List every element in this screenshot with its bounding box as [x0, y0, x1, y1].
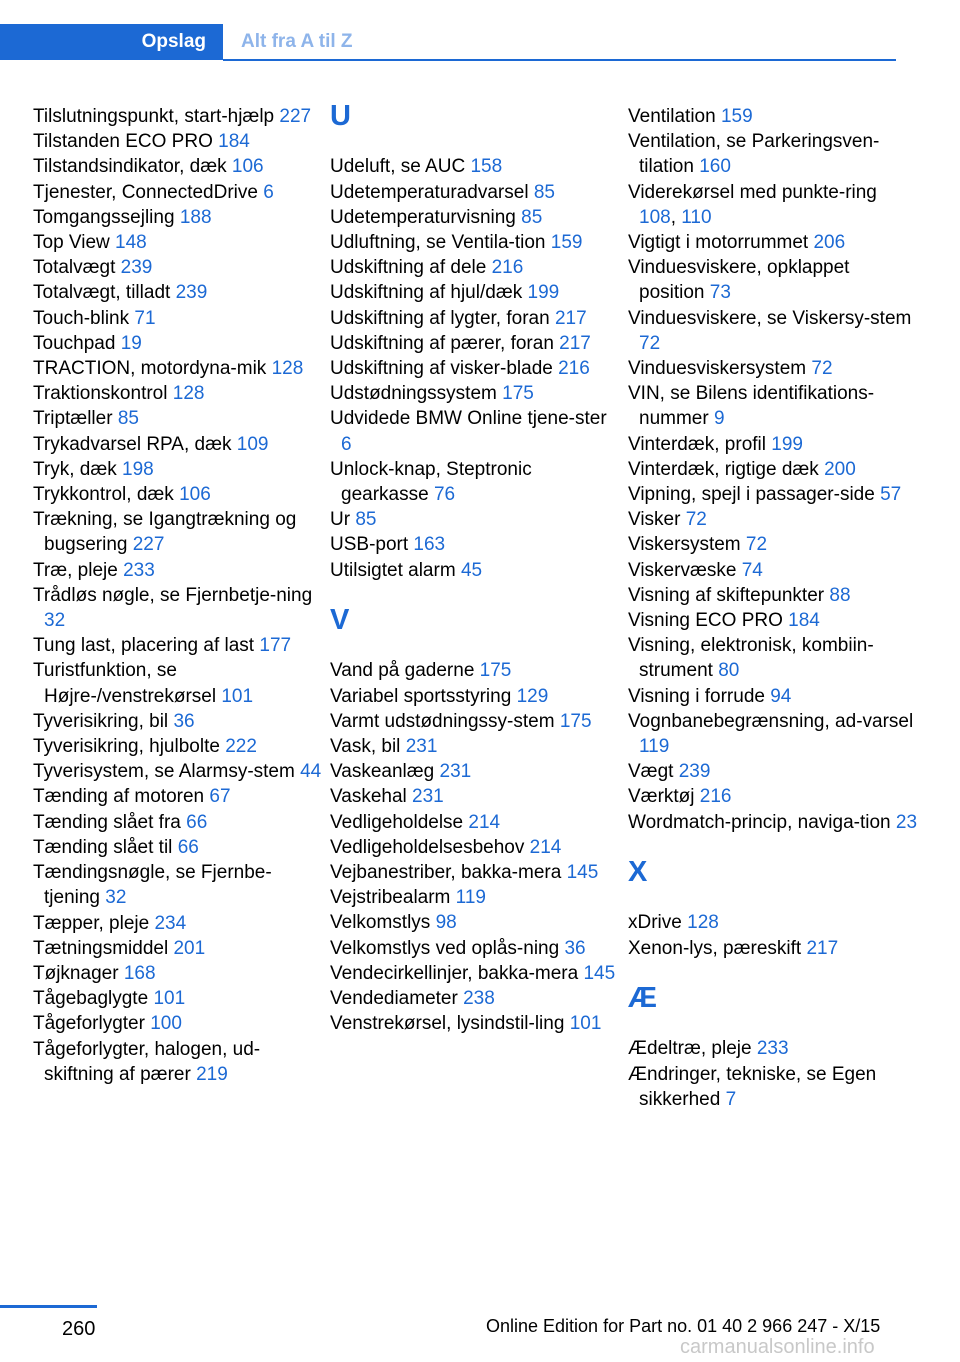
index-entry	[330, 961, 620, 986]
index-entry-term: Vægt	[628, 761, 674, 783]
page-reference-link[interactable]: 158	[470, 156, 503, 178]
index-entry	[330, 306, 620, 331]
index-entry-term: Tyverisikring, hjulbolte	[33, 736, 220, 758]
index-entry	[628, 104, 918, 129]
index-entry	[330, 759, 620, 784]
page-reference-link[interactable]: 32	[44, 610, 66, 632]
index-entry-term: Touch-blink	[33, 307, 130, 329]
page-reference-link[interactable]: 217	[554, 307, 587, 329]
page-reference-link[interactable]: 9	[713, 408, 725, 430]
page-reference-link[interactable]: 198	[122, 458, 154, 480]
index-entry-term: Ur	[330, 509, 351, 531]
index-entry-term: xDrive	[628, 912, 682, 934]
index-entry-term: Udvidede BMW Online tjene-ster	[330, 408, 607, 430]
header-tabbar	[0, 24, 896, 60]
index-entry-term: Visning i forrude	[628, 685, 765, 707]
index-entry	[330, 910, 620, 935]
page-reference-link[interactable]: 160	[699, 156, 731, 178]
index-entry	[33, 507, 323, 557]
index-entry-term: Totalvægt	[33, 257, 116, 279]
index-letter-heading: X	[628, 856, 648, 889]
index-entry-term: TRACTION, motordyna-mik	[33, 358, 267, 380]
index-entry-term: Vejbanestriber, bakka-mera	[330, 862, 562, 884]
page-reference-link[interactable]: 188	[179, 206, 212, 228]
index-entry-term: Vedligeholdelse	[330, 811, 464, 833]
index-entry-term: VIN, se Bilens identifikations-nummer	[628, 383, 875, 430]
page-reference-link[interactable]: 80	[718, 660, 740, 682]
index-entry-term: Vejstribealarm	[330, 887, 451, 909]
page-reference-link[interactable]: 128	[687, 912, 719, 934]
index-entry-term: Velkomstlys	[330, 912, 431, 934]
page-reference-link[interactable]: 227	[132, 534, 165, 556]
page-reference-link[interactable]: 199	[527, 282, 560, 304]
page-reference-link[interactable]: 227	[279, 106, 312, 127]
index-entry	[33, 432, 323, 457]
page-reference-link[interactable]: 100	[150, 1013, 182, 1035]
index-entry	[330, 684, 620, 709]
index-entry-term: Vigtigt i motorrummet	[628, 232, 809, 254]
page-reference-link[interactable]: 219	[196, 1063, 228, 1085]
index-entry-term: USB-port	[330, 534, 409, 556]
index-entry	[33, 255, 323, 280]
index-entry	[33, 583, 323, 633]
page-reference-link[interactable]: 239	[678, 761, 711, 783]
page-reference-link[interactable]: 222	[225, 736, 257, 758]
page-reference-link[interactable]: 85	[533, 181, 555, 203]
index-entry	[628, 507, 918, 532]
index-entry	[33, 180, 323, 205]
index-entry-term: Udstødningssystem	[330, 383, 497, 405]
page-reference-link[interactable]: 32	[105, 887, 127, 909]
index-entry-term: Trykkontrol, dæk	[33, 484, 174, 506]
page-reference-link[interactable]: 159	[550, 232, 583, 253]
page-reference-link[interactable]: 177	[259, 635, 292, 657]
index-entry-term: Tyverisikring, bil	[33, 710, 169, 732]
index-entry-term: Viskervæske	[628, 559, 737, 581]
page-reference-link[interactable]: 216	[491, 257, 524, 279]
index-entry	[330, 986, 620, 1011]
page-reference-link[interactable]: 119	[639, 736, 670, 758]
index-entry-term: Ændringer, tekniske, se Egen sikkerhed	[628, 1063, 877, 1110]
index-entry	[33, 911, 323, 936]
index-entry	[330, 709, 620, 734]
index-entry	[628, 684, 918, 709]
page-reference-link[interactable]: 85	[355, 509, 377, 531]
index-entry	[33, 986, 323, 1011]
page-reference-link[interactable]: 128	[271, 358, 304, 380]
page-reference-link[interactable]: 239	[175, 282, 208, 304]
index-column-2	[330, 100, 620, 1036]
index-entry	[628, 306, 918, 356]
page-reference-link[interactable]: 85	[521, 206, 543, 228]
index-entry	[33, 961, 323, 986]
index-entry-term: Udskiftning af hjul/dæk	[330, 282, 523, 304]
index-entry-term: Visning af skiftepunkter	[628, 584, 825, 606]
index-entry-term: Venstrekørsel, lysindstil-ling	[330, 1013, 565, 1035]
page-reference-link[interactable]: 184	[788, 610, 820, 632]
edition-text: Online Edition for Part no. 01 40 2 966 247 - X/15	[486, 1316, 881, 1336]
index-entry-term: Tilstandsindikator, dæk	[33, 156, 227, 178]
index-entry-term: Tung last, placering af last	[33, 635, 255, 657]
page-reference-link[interactable]: 73	[709, 282, 731, 304]
index-entry-term: Vendecirkellinjer, bakka-mera	[330, 962, 579, 984]
index-entry: Viderekørsel med punkte-ring 108, 110	[628, 181, 877, 228]
index-entry	[33, 709, 323, 734]
page-reference-link[interactable]: 234	[154, 912, 187, 934]
page-reference-link[interactable]: 66	[186, 811, 208, 833]
index-entry-term: Vinduesviskersystem	[628, 358, 807, 380]
index-entry	[330, 936, 620, 961]
index-entry-term: Tændingsnøgle, se Fjernbe-tjening	[33, 862, 272, 909]
index-entry	[33, 129, 323, 154]
page-reference-link[interactable]: 74	[741, 559, 763, 581]
index-entry-term: Turistfunktion, se Højre-/venstrekørsel	[33, 660, 217, 707]
index-entry-term: Traktionskontrol	[33, 383, 168, 405]
index-entry-term: Udeluft, se AUC	[330, 156, 466, 178]
index-entry	[628, 482, 918, 507]
index-entry	[33, 482, 323, 507]
index-entry-term: Totalvægt, tilladt	[33, 282, 171, 304]
index-entry	[628, 356, 918, 381]
index-entry-term: Tågeforlygter, halogen, ud-skiftning af pærer	[33, 1038, 261, 1085]
index-entry	[628, 558, 918, 583]
page-reference-link[interactable]: 217	[559, 332, 591, 354]
index-entry	[330, 406, 620, 456]
page-reference-link[interactable]: 231	[439, 761, 472, 783]
index-entry	[33, 457, 323, 482]
index-entry	[330, 658, 620, 683]
index-entry-term: Variabel sportsstyring	[330, 685, 512, 707]
index-entry-term: Tætningsmiddel	[33, 937, 169, 959]
index-entry-term: Udskiftning af pærer, foran	[330, 332, 554, 354]
index-entry	[330, 1011, 620, 1036]
page-reference-link[interactable]: 148	[115, 232, 147, 254]
index-entry	[330, 734, 620, 759]
page-reference-link[interactable]: 7	[725, 1088, 737, 1110]
index-entry	[628, 381, 918, 431]
index-entry	[33, 658, 323, 708]
index-entry	[330, 784, 620, 809]
watermark: carmanualsonline.info	[680, 1336, 875, 1358]
page-reference-link[interactable]: 101	[153, 988, 186, 1010]
index-entry-term: Vinterdæk, profil	[628, 433, 766, 455]
index-entry-term: Tænding slået til	[33, 836, 173, 858]
index-entry-term: Varmt udstødningssy-stem	[330, 710, 555, 732]
index-entry	[330, 835, 620, 860]
page-reference-link[interactable]: 101	[221, 685, 254, 707]
index-entry	[628, 129, 918, 179]
index-entry	[330, 180, 620, 205]
index-entry-term: Tryk, dæk	[33, 458, 117, 480]
index-entry-term: Tilslutningspunkt, start-hjælp	[33, 106, 275, 127]
index-entry	[33, 734, 323, 759]
index-entry-term: Wordmatch-princip, naviga-tion	[628, 811, 891, 833]
index-entry	[33, 280, 323, 305]
index-entry	[33, 205, 323, 230]
letter-gap	[330, 583, 620, 608]
index-entry	[330, 507, 620, 532]
index-entry-term: Værktøj	[628, 786, 695, 808]
index-entry-term: Viskersystem	[628, 534, 741, 556]
index-entry-term: Vask, bil	[330, 736, 401, 758]
page-reference-link[interactable]: 72	[745, 534, 768, 556]
footer-accent-bar	[0, 1305, 97, 1308]
index-entry	[330, 885, 620, 910]
index-entry-term: Tågeforlygter	[33, 1013, 145, 1035]
index-entry	[628, 532, 918, 557]
index-entry-term: Vinterdæk, rigtige dæk	[628, 458, 819, 480]
index-entry-term: Ventilation, se Parkeringsven-tilation	[628, 131, 880, 178]
index-entry	[330, 154, 620, 179]
page-reference-link[interactable]: 231	[412, 786, 444, 808]
index-entry-term: Velkomstlys ved oplås-ning	[330, 937, 560, 959]
page-reference-link[interactable]: 145	[566, 862, 599, 884]
index-entry-term: Tøjknager	[33, 962, 119, 984]
index-entry-term: Trækning, se Igangtrækning og bugsering	[33, 509, 297, 556]
index-entry	[628, 633, 918, 683]
index-entry-term: Vedligeholdelsesbehov	[330, 836, 525, 858]
index-letter-heading: V	[330, 604, 350, 637]
index-entry-term: Vognbanebegrænsning, ad-varsel	[628, 710, 914, 732]
index-entry	[628, 784, 918, 809]
index-entry	[33, 835, 323, 860]
index-entry-term: Vinduesviskere, opklappet position	[628, 257, 850, 304]
index-entry	[33, 633, 323, 658]
index-entry	[628, 810, 918, 835]
index-entry	[628, 759, 918, 784]
letter-gap	[628, 835, 918, 860]
page-reference-link[interactable]: 175	[479, 660, 512, 682]
page-reference-link[interactable]: 214	[468, 811, 501, 833]
page-reference-link[interactable]: 72	[639, 332, 661, 354]
index-entry	[33, 1037, 323, 1087]
index-entry-term: Viderekørsel med punkte-ring	[628, 181, 877, 203]
page-reference-link[interactable]: 19	[120, 332, 142, 354]
index-entry-term: Udetemperaturvisning	[330, 206, 516, 228]
index-entry-term: Vinduesviskere, se Viskersy-stem	[628, 307, 912, 329]
page-reference-link[interactable]: 217	[806, 937, 839, 959]
page-reference-link[interactable]: 66	[177, 836, 199, 858]
index-entry-term: Tæpper, pleje	[33, 912, 150, 934]
index-letter-heading: Æ	[628, 982, 657, 1015]
index-entry	[33, 356, 323, 381]
index-entry-term: Triptæller	[33, 408, 113, 430]
index-entry-term: Trådløs nøgle, se Fjernbetje-ning	[33, 584, 313, 606]
index-entry	[33, 104, 323, 129]
index-entry	[330, 331, 620, 356]
page-reference-link[interactable]: 175	[559, 710, 592, 732]
page-reference-link[interactable]: 67	[209, 786, 231, 808]
page-reference-link[interactable]: 98	[435, 912, 457, 934]
index-entry	[33, 759, 323, 784]
page-reference-link[interactable]: 163	[413, 534, 446, 556]
page-reference-link[interactable]: 239	[120, 257, 153, 279]
index-entry-term: Vaskeanlæg	[330, 761, 435, 783]
index-column-3	[628, 104, 918, 1112]
page-reference-link[interactable]: 206	[813, 232, 846, 254]
index-entry	[33, 860, 323, 910]
index-entry	[33, 406, 323, 431]
page-reference-link[interactable]: 72	[811, 358, 833, 380]
page-reference-link[interactable]: 76	[433, 484, 456, 506]
page-reference-link[interactable]: 233	[123, 559, 155, 581]
header-rule	[223, 59, 896, 61]
page-reference-link[interactable]: 233	[756, 1038, 789, 1060]
index-entry-term: Tilstanden ECO PRO	[33, 131, 213, 153]
page-reference-link[interactable]: 45	[460, 559, 483, 581]
index-entry-term: Tomgangssejling	[33, 206, 175, 228]
index-entry-term: Ædeltræ, pleje	[628, 1038, 752, 1060]
index-entry	[628, 936, 918, 961]
index-entry	[330, 280, 620, 305]
index-entry-term: Udskiftning af dele	[330, 257, 487, 279]
page-reference-link[interactable]: 119	[455, 887, 486, 909]
index-entry	[330, 356, 620, 381]
index-entry	[628, 457, 918, 482]
index-entry	[330, 532, 620, 557]
page-reference-link[interactable]: 199	[771, 433, 803, 455]
page-reference-link[interactable]: 36	[564, 937, 586, 959]
index-entry	[628, 432, 918, 457]
index-entry-term: Xenon-lys, pæreskift	[628, 937, 802, 959]
page-reference-link[interactable]: 108	[639, 206, 671, 228]
index-entry	[628, 1062, 918, 1112]
page-reference-link[interactable]: 6	[263, 181, 274, 203]
page-reference-link[interactable]: 44	[300, 761, 322, 783]
index-entry	[33, 810, 323, 835]
index-letter-heading: U	[330, 100, 351, 132]
index-entry	[33, 381, 323, 406]
index-entry-term: Udskiftning af lygter, foran	[330, 307, 550, 329]
index-entry-term: Tågebaglygte	[33, 988, 149, 1010]
index-entry	[330, 860, 620, 885]
index-entry	[628, 910, 918, 935]
page-reference-link[interactable]: 184	[218, 131, 250, 153]
index-column-1	[33, 104, 323, 1087]
index-entry-term: Visker	[628, 509, 681, 531]
page-reference-link[interactable]: 110	[681, 206, 712, 228]
page-reference-link[interactable]: 129	[516, 685, 549, 707]
index-entry	[628, 1036, 918, 1061]
tab-alt-fra-a-til-z[interactable]: Alt fra A til Z	[241, 31, 353, 52]
index-entry	[330, 558, 620, 583]
index-entry	[33, 306, 323, 331]
page-reference-link[interactable]: 106	[179, 484, 211, 506]
index-entry-term: Ventilation	[628, 106, 716, 127]
index-entry	[33, 154, 323, 179]
index-entry	[628, 255, 918, 305]
index-entry-term: Visning ECO PRO	[628, 610, 783, 632]
index-entry-term: Vand på gaderne	[330, 660, 475, 682]
page-reference-link[interactable]: 159	[720, 106, 753, 127]
index-entry-term: Udskiftning af visker-blade	[330, 358, 553, 380]
page-reference-link[interactable]: 216	[558, 358, 590, 380]
page-reference-link[interactable]: 88	[829, 584, 851, 606]
page-reference-link[interactable]: 72	[685, 509, 707, 531]
page-reference-link[interactable]: 106	[231, 156, 264, 178]
index-entry-term: Udetemperaturadvarsel	[330, 181, 529, 203]
page-reference-link[interactable]: 71	[134, 307, 156, 329]
page-reference-link[interactable]: 128	[172, 383, 205, 405]
page-reference-link[interactable]: 200	[824, 458, 856, 480]
index-entry-term: Vaskehal	[330, 786, 407, 808]
index-entry	[628, 709, 918, 759]
page-reference-link[interactable]: 216	[699, 786, 732, 808]
index-entry-term: Visning, elektronisk, kombiin-strument	[628, 635, 874, 682]
page-reference-link[interactable]: 231	[405, 736, 438, 758]
page-reference-link[interactable]: 201	[173, 937, 206, 959]
page-reference-link[interactable]: 101	[569, 1013, 602, 1035]
page-reference-link[interactable]: 6	[341, 433, 352, 455]
index-entry	[33, 331, 323, 356]
letter-gap	[628, 961, 918, 986]
index-entry	[330, 457, 620, 507]
index-entry	[628, 230, 918, 255]
index-entry-term: Tjenester, ConnectedDrive	[33, 181, 258, 203]
page-reference-link[interactable]: 94	[770, 685, 792, 707]
index-entry-term: Tænding slået fra	[33, 811, 181, 833]
index-entry-term: Tænding af motoren	[33, 786, 205, 808]
index-entry-term: Tyverisystem, se Alarmsy-stem	[33, 761, 295, 783]
index-entry	[330, 381, 620, 406]
page-reference-link[interactable]: 238	[463, 988, 495, 1010]
index-entry	[628, 583, 918, 608]
index-entry-term: Vendediameter	[330, 988, 458, 1010]
page-reference-link[interactable]: 23	[895, 811, 918, 833]
page-reference-link[interactable]: 214	[529, 836, 562, 858]
tab-opslag[interactable]: Opslag	[0, 24, 223, 60]
page-reference-link[interactable]: 36	[173, 710, 195, 732]
index-entry	[33, 558, 323, 583]
index-entry-term: Trykadvarsel RPA, dæk	[33, 433, 232, 455]
index-entry	[33, 936, 323, 961]
page-reference-link[interactable]: 175	[502, 383, 534, 405]
index-entry	[33, 1011, 323, 1036]
index-entry	[33, 230, 323, 255]
page-reference-link[interactable]: 109	[236, 433, 269, 455]
index-entry-term: Vipning, spejl i passager-side	[628, 484, 875, 506]
page-reference-link[interactable]: 85	[117, 408, 139, 430]
index-entry-term: Træ, pleje	[33, 559, 118, 581]
index-entry-term: Unlock-knap, Steptronic gearkasse	[330, 458, 532, 506]
index-entry-term: Utilsigtet alarm	[330, 559, 456, 581]
index-entry-term: Touchpad	[33, 332, 116, 354]
page-reference-link[interactable]: 145	[583, 962, 616, 984]
index-entry	[330, 205, 620, 230]
index-entry-term: Top View	[33, 232, 110, 254]
page-reference-link[interactable]: 168	[123, 962, 156, 984]
index-entry	[628, 608, 918, 633]
page-number: 260	[62, 1318, 96, 1340]
index-entry	[330, 810, 620, 835]
index-entry-term: Udluftning, se Ventila-tion	[330, 232, 546, 253]
index-entry	[33, 784, 323, 809]
index-entry	[330, 230, 620, 255]
index-entry	[330, 255, 620, 280]
page-reference-link[interactable]: 57	[880, 484, 902, 506]
